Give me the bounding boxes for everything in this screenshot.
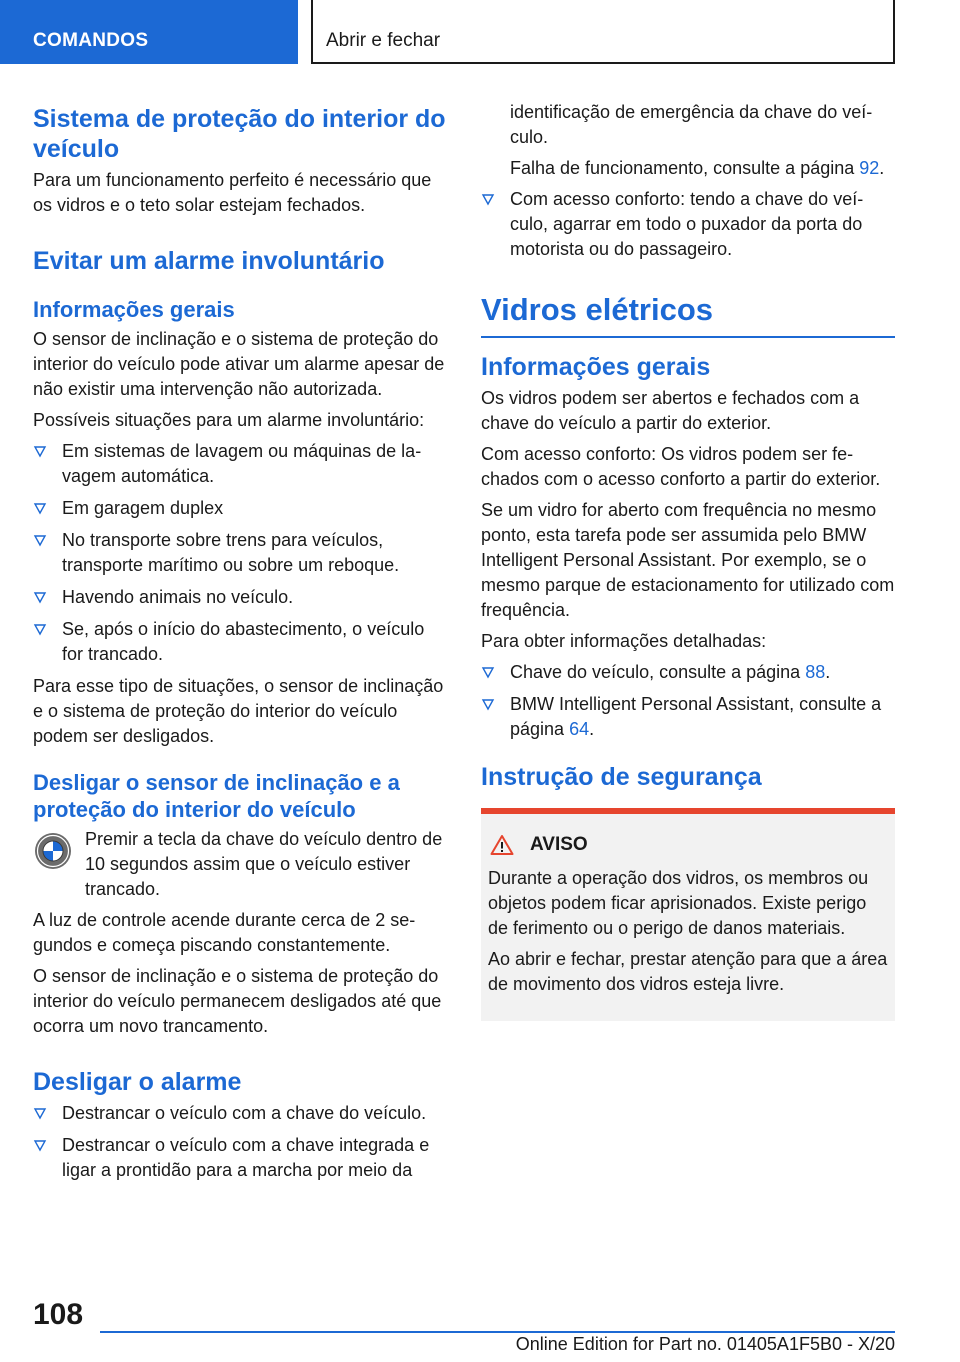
paragraph: Possíveis situações para um alarme involuntário: <box>33 410 425 430</box>
bullet-triangle-icon <box>33 620 47 638</box>
section-title-safety: Instrução de segurança <box>481 763 762 791</box>
bullet-triangle-icon <box>481 663 495 681</box>
paragraph: Premir a tecla da chave do veículo dentro de 10 segundos assim que o veículo estiver trancado. <box>85 829 443 899</box>
warning-header <box>488 834 888 856</box>
list-item: Destrancar o veículo com a chave do veículo. <box>33 1101 448 1126</box>
paragraph: Falha de funcionamento, consulte a página 92. <box>510 158 885 178</box>
bullet-triangle-icon <box>33 531 47 549</box>
bmw-key-icon <box>33 831 73 871</box>
paragraph: O sensor de inclinação e o sistema de proteção do interior do veículo pode ativar um alarme apesar de não existir uma intervenção não autorizada. <box>33 329 445 399</box>
warning-label: AVISO <box>530 834 588 855</box>
key-instruction <box>33 827 448 902</box>
bullet-triangle-icon <box>481 695 495 713</box>
list-item: Destrancar o veículo com a chave integrada e ligar a prontidão para a marcha por meio da <box>33 1133 448 1183</box>
chapter-label: Abrir e fechar <box>326 30 441 51</box>
list-item: Com acesso conforto: tendo a chave do veículo, agarrar em todo o puxador da porta do motorista ou do passageiro. <box>481 187 895 262</box>
list-item: Em garagem duplex <box>33 496 448 521</box>
warning-text: Ao abrir e fechar, prestar atenção para que a área de movimento dos vidros esteja livre. <box>488 949 888 994</box>
situations-list <box>33 439 448 667</box>
disable-alarm-list <box>33 1101 448 1183</box>
bullet-triangle-icon <box>481 190 495 208</box>
title-rule <box>481 336 895 338</box>
subsection-title-general-info: Informações gerais <box>33 297 235 322</box>
paragraph: O sensor de inclinação e o sistema de proteção do interior do veículo permanecem desligados até que ocorra um novo trancamento. <box>33 966 442 1036</box>
warning-box <box>481 808 895 1021</box>
right-column <box>481 100 895 1021</box>
subsection-title-disable-sensor: Desligar o sensor de inclinação e a proteção do interior do veículo <box>33 770 400 822</box>
edition-note: Online Edition for Part no. 01405A1F5B0 - X/20 <box>515 1334 895 1354</box>
footer-rule <box>100 1331 895 1333</box>
bullet-triangle-icon <box>33 442 47 460</box>
section-label: COMANDOS <box>33 30 149 51</box>
page-number: 108 <box>33 1298 84 1331</box>
paragraph: Se um vidro for aberto com frequência no mesmo ponto, esta tarefa pode ser assumida pelo BMW Intelligent Personal Assistant. Por exemplo, se o mesmo parque de estacionamento for utilizado com frequência. <box>481 500 895 620</box>
section-title-avoid-alarm: Evitar um alarme involuntário <box>33 247 385 275</box>
section-tab <box>0 0 298 64</box>
bullet-triangle-icon <box>33 1104 47 1122</box>
list-item: Chave do veículo, consulte a página 88. <box>481 660 895 685</box>
list-item: BMW Intelligent Personal Assistant, consulte a página 64. <box>481 692 895 742</box>
warning-content <box>481 814 895 1021</box>
page-link-88[interactable]: 88 <box>805 662 826 682</box>
paragraph: Para um funcionamento perfeito é necessário que os vidros e o teto solar estejam fechados. <box>33 170 432 215</box>
chapter-tab <box>311 0 895 64</box>
paragraph: identificação de emergência da chave do veículo. <box>510 102 873 147</box>
left-column <box>33 104 448 1190</box>
list-item: Havendo animais no veículo. <box>33 585 448 610</box>
reference-list <box>481 660 895 742</box>
bullet-triangle-icon <box>33 499 47 517</box>
warning-triangle-icon <box>490 834 514 856</box>
paragraph: A luz de controle acende durante cerca de 2 segundos e começa piscando constantemente. <box>33 910 416 955</box>
warning-text: Durante a operação dos vidros, os membros ou objetos podem ficar aprisionados. Existe perigo de ferimento ou o perigo de danos materiais. <box>488 868 869 938</box>
list-item: Em sistemas de lavagem ou máquinas de lavagem automática. <box>33 439 448 489</box>
subsection-title-general-info: Informações gerais <box>481 353 711 381</box>
bullet-triangle-icon <box>33 588 47 606</box>
chapter-title-power-windows: Vidros elétricos <box>481 292 714 327</box>
bullet-triangle-icon <box>33 1136 47 1154</box>
paragraph: Com acesso conforto: Os vidros podem ser fechados com o acesso conforto a partir do exterior. <box>481 444 881 489</box>
list-item: Se, após o início do abastecimento, o veículo for trancado. <box>33 617 448 667</box>
paragraph: Para obter informações detalhadas: <box>481 631 767 651</box>
paragraph: Para esse tipo de situações, o sensor de inclinação e o sistema de proteção do interior do veículo podem ser desligados. <box>33 676 444 746</box>
list-item: No transporte sobre trens para veículos, transporte marítimo ou sobre um reboque. <box>33 528 448 578</box>
comfort-access-list <box>481 187 895 262</box>
page-link-92[interactable]: 92 <box>859 158 880 178</box>
section-title-interior-protection: Sistema de proteção do interior do veículo <box>33 105 446 163</box>
paragraph: Os vidros podem ser abertos e fechados com a chave do veículo a partir do exterior. <box>481 388 860 433</box>
page-link-64[interactable]: 64 <box>569 719 590 739</box>
section-title-disable-alarm: Desligar o alarme <box>33 1068 242 1096</box>
